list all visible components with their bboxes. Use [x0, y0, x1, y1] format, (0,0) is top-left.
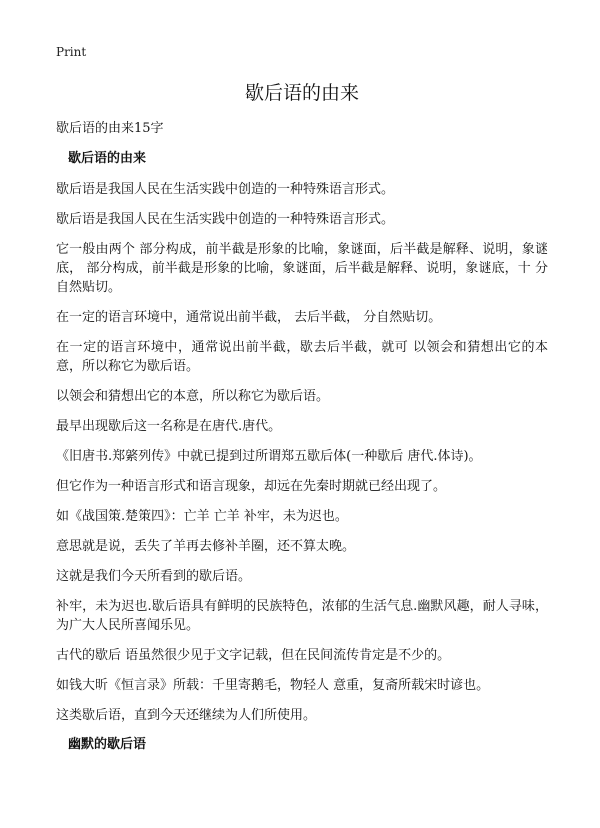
paragraph: 补牢，未为迟也.歇后语具有鲜明的民族特色，浓郁的生活气息.幽默风趣，耐人寻味，为广大人民所喜闻乐见。 — [56, 599, 548, 633]
document-subtitle: 歇后语的由来15字 — [56, 121, 164, 136]
paragraph: 歇后语是我国人民在生活实践中创造的一种特殊语言形式。 — [56, 212, 395, 227]
paragraph: 以领会和猜想出它的本意，所以称它为歇后语。 — [56, 389, 330, 404]
paragraph: 它一般由两个 部分构成，前半截是形象的比喻，象谜面，后半截是解释、说明，象谜底， 部分构成，前半截是形象的比喻，象谜面，后半截是解释、说明，象谜底，十 分自然贴切。 — [56, 242, 548, 295]
paragraph: 如《战国策.楚策四》：亡羊 亡羊 补牢，未为迟也。 — [56, 509, 348, 524]
paragraph: 这就是我们今天所看到的歇后语。 — [56, 569, 252, 584]
section-heading-origin: 歇后语的由来 — [68, 151, 147, 166]
paragraph: 在一定的语言环境中，通常说出前半截，歇去后半截，就可 以领会和猜想出它的本意，所以称它为歇后语。 — [56, 340, 548, 374]
page-title: 歇后语的由来 — [244, 82, 359, 104]
paragraph: 歇后语是我国人民在生活实践中创造的一种特殊语言形式。 — [56, 182, 395, 197]
print-label: Print — [56, 45, 87, 59]
paragraph: 这类歇后语，直到今天还继续为人们所使用。 — [56, 708, 317, 723]
paragraph: 最早出现歇后这一名称是在唐代.唐代。 — [56, 419, 282, 434]
paragraph: 如钱大昕《恒言录》所载：千里寄鹅毛，物轻人 意重，复斋所载宋时谚也。 — [56, 678, 490, 693]
paragraph: 意思就是说，丢失了羊再去修补羊圈，还不算太晚。 — [56, 539, 356, 554]
section-heading-humor: 幽默的歇后语 — [68, 737, 147, 752]
paragraph: 在一定的语言环境中，通常说出前半截， 去后半截， 分自然贴切。 — [56, 310, 442, 325]
paragraph: 但它作为一种语言形式和语言现象，却远在先秦时期就已经出现了。 — [56, 479, 447, 494]
paragraph: 《旧唐书.郑綮列传》中就已提到过所谓郑五歇后体(一种歇后 唐代.体诗)。 — [56, 449, 482, 464]
body-paragraphs — [56, 180, 548, 725]
paragraph: 古代的歇后 语虽然很少见于文字记载，但在民间流传肯定是不少的。 — [56, 648, 451, 663]
